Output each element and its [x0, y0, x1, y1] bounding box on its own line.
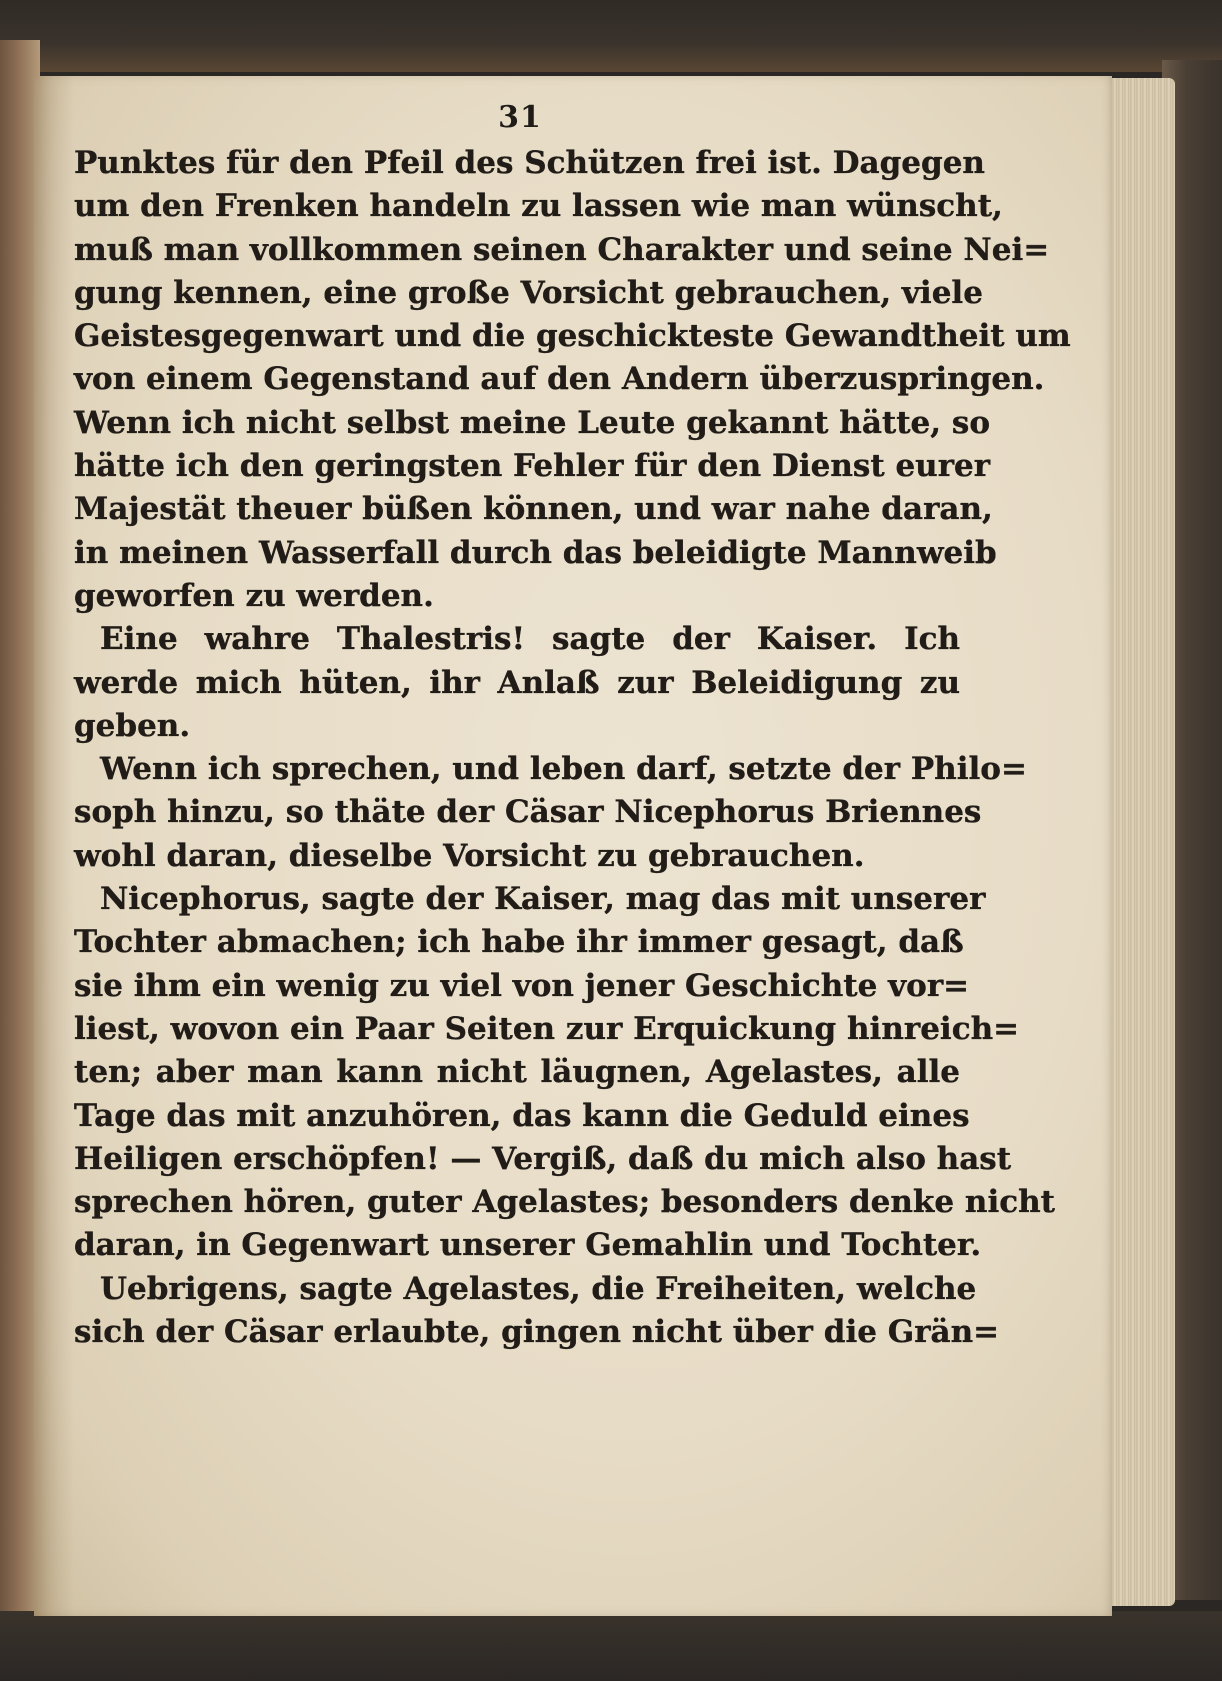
text-line: daran, in Gegenwart unserer Gemahlin und Tochter.: [74, 1227, 982, 1264]
page-number: 31: [498, 100, 542, 135]
text-line: Tochter abmachen; ich habe ihr immer gesagt, daß: [74, 924, 964, 961]
text-line: Tage das mit anzuhören, das kann die Geduld eines: [74, 1097, 970, 1134]
text-line: wohl daran, dieselbe Vorsicht zu gebrauchen.: [74, 837, 865, 874]
text-line: muß man vollkommen seinen Charakter und seine Nei=: [74, 231, 1050, 268]
text-line: Wenn ich nicht selbst meine Leute gekannt hätte, so: [74, 404, 990, 441]
text-line: hätte ich den geringsten Fehler für den Dienst eurer: [74, 448, 991, 485]
text-line: um den Frenken handeln zu lassen wie man wünscht,: [74, 188, 1003, 225]
text-line: werde mich hüten, ihr Anlaß zur Beleidigung zu: [74, 664, 960, 701]
text-line: sich der Cäsar erlaubte, gingen nicht über die Grän=: [74, 1314, 1000, 1351]
text-line: liest, wovon ein Paar Seiten zur Erquickung hinreich=: [74, 1010, 1020, 1047]
gutter-shadow: [34, 76, 74, 1616]
text-line: Geistesgegenwart und die geschickteste Gewandtheit um: [74, 318, 1071, 355]
text-line: geworfen zu werden.: [74, 577, 434, 614]
text-line: Majestät theuer büßen können, und war nahe daran,: [74, 491, 993, 528]
book-cover-top: [0, 0, 1222, 72]
page-edges: [1110, 78, 1175, 1606]
text-line: von einem Gegenstand auf den Andern überzuspringen.: [74, 361, 1045, 398]
text-line: Eine wahre Thalestris! sagte der Kaiser. Ich: [100, 621, 960, 658]
book-cover-bottom: [0, 1611, 1222, 1681]
text-line: Nicephorus, sagte der Kaiser, mag das mit unserer: [100, 881, 986, 918]
text-line: geben.: [74, 707, 191, 744]
text-line: ten; aber man kann nicht läugnen, Agelastes, alle: [74, 1054, 960, 1091]
text-line: sprechen hören, guter Agelastes; besonders denke nicht: [74, 1184, 1055, 1221]
text-line: Wenn ich sprechen, und leben darf, setzte der Philo=: [100, 751, 1027, 788]
text-line: sie ihm ein wenig zu viel von jener Geschichte vor=: [74, 967, 970, 1004]
text-line: gung kennen, eine große Vorsicht gebrauchen, viele: [74, 274, 983, 311]
text-line: soph hinzu, so thäte der Cäsar Nicephorus Briennes: [74, 794, 982, 831]
text-line: in meinen Wasserfall durch das beleidigte Mannweib: [74, 534, 997, 571]
text-line: Heiligen erschöpfen! — Vergiß, daß du mich also hast: [74, 1140, 1012, 1177]
text-line: Punktes für den Pfeil des Schützen frei ist. Dagegen: [74, 145, 985, 181]
text-line: Uebrigens, sagte Agelastes, die Freiheiten, welche: [100, 1270, 977, 1307]
body-text: [74, 142, 1071, 1354]
